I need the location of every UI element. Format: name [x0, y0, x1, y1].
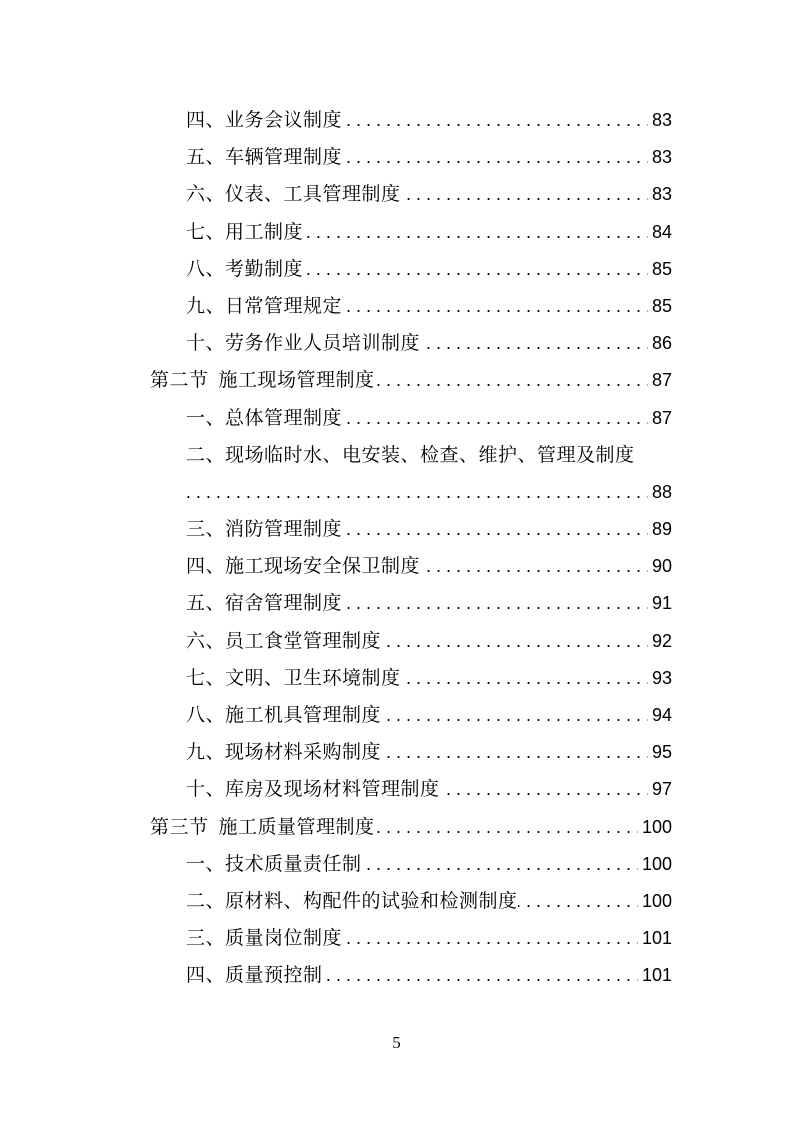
toc-entry[interactable] — [0, 733, 793, 770]
toc-entry-page: 83 — [648, 146, 672, 168]
toc-entry[interactable] — [0, 287, 793, 324]
toc-entry-title: 六、仪表、工具管理制度 — [186, 183, 401, 206]
toc-entry-title: 五、宿舍管理制度 — [186, 592, 343, 615]
toc-entry[interactable] — [0, 919, 793, 956]
toc-entry[interactable] — [0, 770, 793, 807]
toc-entry-title: 一、技术质量责任制 — [186, 852, 362, 875]
toc-entry-title: 八、施工机具管理制度 — [186, 704, 382, 726]
toc-entry-page: 85 — [648, 295, 672, 317]
table-of-contents — [0, 101, 793, 994]
toc-entry-page: 92 — [648, 630, 672, 652]
toc-entry[interactable] — [0, 138, 793, 175]
toc-entry-page: 100 — [638, 853, 672, 875]
toc-entry-title: 九、日常管理规定 — [186, 294, 343, 317]
toc-entry-title: 八、考勤制度 — [186, 257, 304, 280]
toc-entry[interactable] — [0, 956, 793, 993]
toc-entry-title: 九、现场材料采购制度 — [186, 741, 382, 764]
page-number: 5 — [392, 1033, 401, 1052]
toc-entry-page: 84 — [648, 221, 672, 243]
toc-entry-title: 五、车辆管理制度 — [186, 146, 343, 169]
toc-entry[interactable] — [0, 250, 793, 287]
toc-entry-page: 83 — [648, 109, 672, 131]
toc-entry[interactable] — [0, 659, 793, 696]
toc-entry[interactable] — [0, 101, 793, 138]
toc-section-entry[interactable] — [0, 361, 793, 398]
toc-entry-page: 90 — [648, 555, 672, 577]
toc-entry-page: 95 — [648, 741, 672, 763]
toc-entry-page: 91 — [648, 592, 672, 614]
toc-entry-title: 一、总体管理制度 — [186, 406, 343, 429]
toc-entry[interactable] — [0, 324, 793, 361]
toc-entry-page: 88 — [648, 481, 672, 503]
toc-section-title — [150, 369, 375, 391]
toc-entry-title: 二、现场临时水、电安装、检查、维护、管理及制度 — [186, 443, 635, 466]
toc-entry-title: 三、质量岗位制度 — [186, 927, 343, 950]
toc-entry[interactable] — [0, 399, 793, 436]
toc-section-name: 施工质量管理制度 — [218, 815, 375, 838]
toc-entry-title: 七、用工制度 — [186, 220, 304, 243]
toc-entry-page: 101 — [638, 964, 672, 986]
toc-entry-title: 十、劳务作业人员培训制度 — [186, 332, 421, 355]
toc-entry-title: 四、业务会议制度 — [186, 109, 343, 131]
toc-section-title — [150, 816, 375, 838]
toc-entry[interactable] — [0, 436, 793, 473]
toc-entry[interactable] — [0, 696, 793, 733]
toc-entry-page: 100 — [638, 890, 672, 912]
toc-entry[interactable] — [0, 510, 793, 547]
toc-entry-page: 94 — [648, 704, 672, 726]
toc-entry-page: 83 — [648, 183, 672, 205]
toc-entry-title: 十、库房及现场材料管理制度 — [186, 778, 440, 801]
toc-entry-page: 93 — [648, 667, 672, 689]
toc-entry[interactable] — [0, 213, 793, 250]
toc-entry-title: 四、质量预控制 — [186, 964, 323, 987]
toc-entry[interactable] — [0, 175, 793, 212]
toc-section-entry[interactable] — [0, 808, 793, 845]
toc-section-label: 第二节 — [150, 369, 209, 392]
toc-entry-title: 七、文明、卫生环境制度 — [186, 666, 401, 689]
toc-entry-page: 100 — [638, 816, 672, 838]
toc-entry-page: 87 — [648, 369, 672, 391]
toc-entry-page: 101 — [638, 927, 672, 949]
toc-entry-title: 四、施工现场安全保卫制度 — [186, 555, 421, 578]
toc-section-label: 第三节 — [150, 815, 209, 838]
toc-entry-title: 六、员工食堂管理制度 — [186, 629, 382, 652]
toc-entry-page: 87 — [648, 407, 672, 429]
toc-entry-title: 三、消防管理制度 — [186, 518, 343, 541]
toc-entry[interactable] — [0, 845, 793, 882]
toc-entry[interactable] — [0, 882, 793, 919]
toc-entry[interactable] — [0, 622, 793, 659]
toc-section-name: 施工现场管理制度 — [218, 369, 375, 392]
toc-entry-continuation[interactable] — [0, 473, 793, 510]
toc-entry-page: 97 — [648, 778, 672, 800]
toc-entry-page: 86 — [648, 332, 672, 354]
toc-entry-page: 89 — [648, 518, 672, 540]
toc-entry[interactable] — [0, 547, 793, 584]
toc-entry[interactable] — [0, 584, 793, 621]
toc-entry-title: 二、原材料、构配件的试验和检测制度 — [186, 889, 518, 912]
toc-entry-page: 85 — [648, 258, 672, 280]
dot-leader — [186, 481, 651, 503]
